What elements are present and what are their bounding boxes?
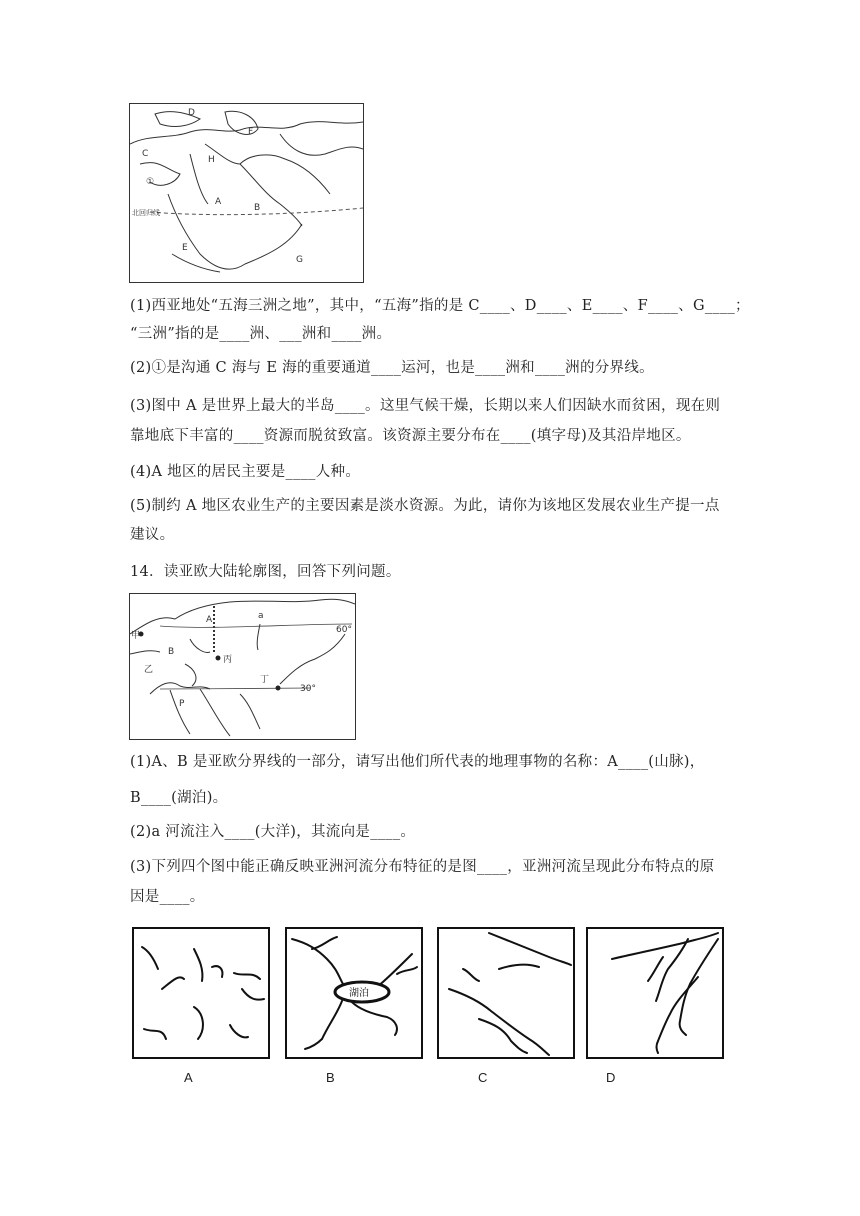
map1-label-E: E	[182, 243, 188, 253]
q14-title: 14．读亚欧大陆轮廓图，回答下列问题。	[130, 564, 401, 580]
map2-label-a: a	[258, 611, 264, 621]
q13-line-6: (4)A 地区的居民主要是____人种。	[130, 464, 361, 480]
map2-label-A: A	[206, 615, 213, 625]
map1-label-B: B	[254, 203, 261, 213]
map1-label-1: ①	[146, 177, 155, 187]
lake-label: 湖泊	[349, 988, 369, 999]
q14-line-3: (2)a 河流注入____(大洋)，其流向是____。	[130, 824, 416, 840]
map1-label-tropic: 北回归线	[132, 209, 160, 217]
map2-label-B: B	[168, 647, 175, 657]
q13-line-4: (3)图中 A 是世界上最大的半岛____。这里气候干燥，长期以来人们因缺水而贫困，现在则	[130, 398, 721, 414]
eurasia-map	[129, 593, 356, 740]
q14-line-5: 因是____。	[130, 889, 205, 905]
river-map-C	[437, 927, 575, 1059]
river-caption-C: C	[478, 1070, 488, 1085]
q13-line-3: (2)①是沟通 C 海与 E 海的重要通道____运河，也是____洲和____洲的分界线。	[130, 360, 654, 376]
map2-label-jia: 甲	[131, 631, 141, 641]
map2-label-bing: 丙	[223, 655, 233, 665]
q13-line-5: 靠地底下丰富的____资源而脱贫致富。该资源主要分布在____(填字母)及其沿岸地区。	[130, 428, 691, 444]
map1-label-G: G	[296, 255, 303, 265]
map2-label-ding: 丁	[260, 675, 270, 685]
river-map-D	[586, 927, 724, 1059]
q13-line-2: “三洲”指的是____洲、___洲和____洲。	[130, 326, 392, 342]
q13-line-8: 建议。	[130, 527, 175, 543]
q14-line-4: (3)下列四个图中能正确反映亚洲河流分布特征的是图____，亚洲河流呈现此分布特点的原	[130, 859, 715, 875]
map2-label-60: 60°	[336, 625, 352, 635]
map1-label-F: F	[248, 127, 254, 137]
river-map-B	[285, 927, 423, 1059]
map2-label-30: 30°	[300, 684, 316, 694]
west-asia-map	[129, 103, 364, 283]
map2-label-yi: 乙	[144, 665, 154, 675]
q14-line-1: (1)A、B 是亚欧分界线的一部分，请写出他们所代表的地理事物的名称：A____(山脉)，	[130, 754, 705, 770]
map2-label-P: P	[179, 699, 185, 709]
q13-line-1: (1)西亚地处“五海三洲之地”，其中，“五海”指的是 C____、D____、E____、F____、G____；	[130, 298, 750, 314]
q13-line-7: (5)制约 A 地区农业生产的主要因素是淡水资源。为此，请你为该地区发展农业生产提一点	[130, 498, 720, 514]
q14-line-2: B____(湖泊)。	[130, 790, 228, 806]
map1-label-A: A	[215, 197, 222, 207]
river-caption-D: D	[606, 1070, 616, 1085]
map1-label-D: D	[188, 108, 195, 118]
river-map-A	[132, 927, 270, 1059]
river-caption-A: A	[184, 1070, 193, 1085]
map1-label-H: H	[208, 155, 215, 165]
river-caption-B: B	[326, 1070, 335, 1085]
map1-label-C: C	[142, 149, 149, 159]
